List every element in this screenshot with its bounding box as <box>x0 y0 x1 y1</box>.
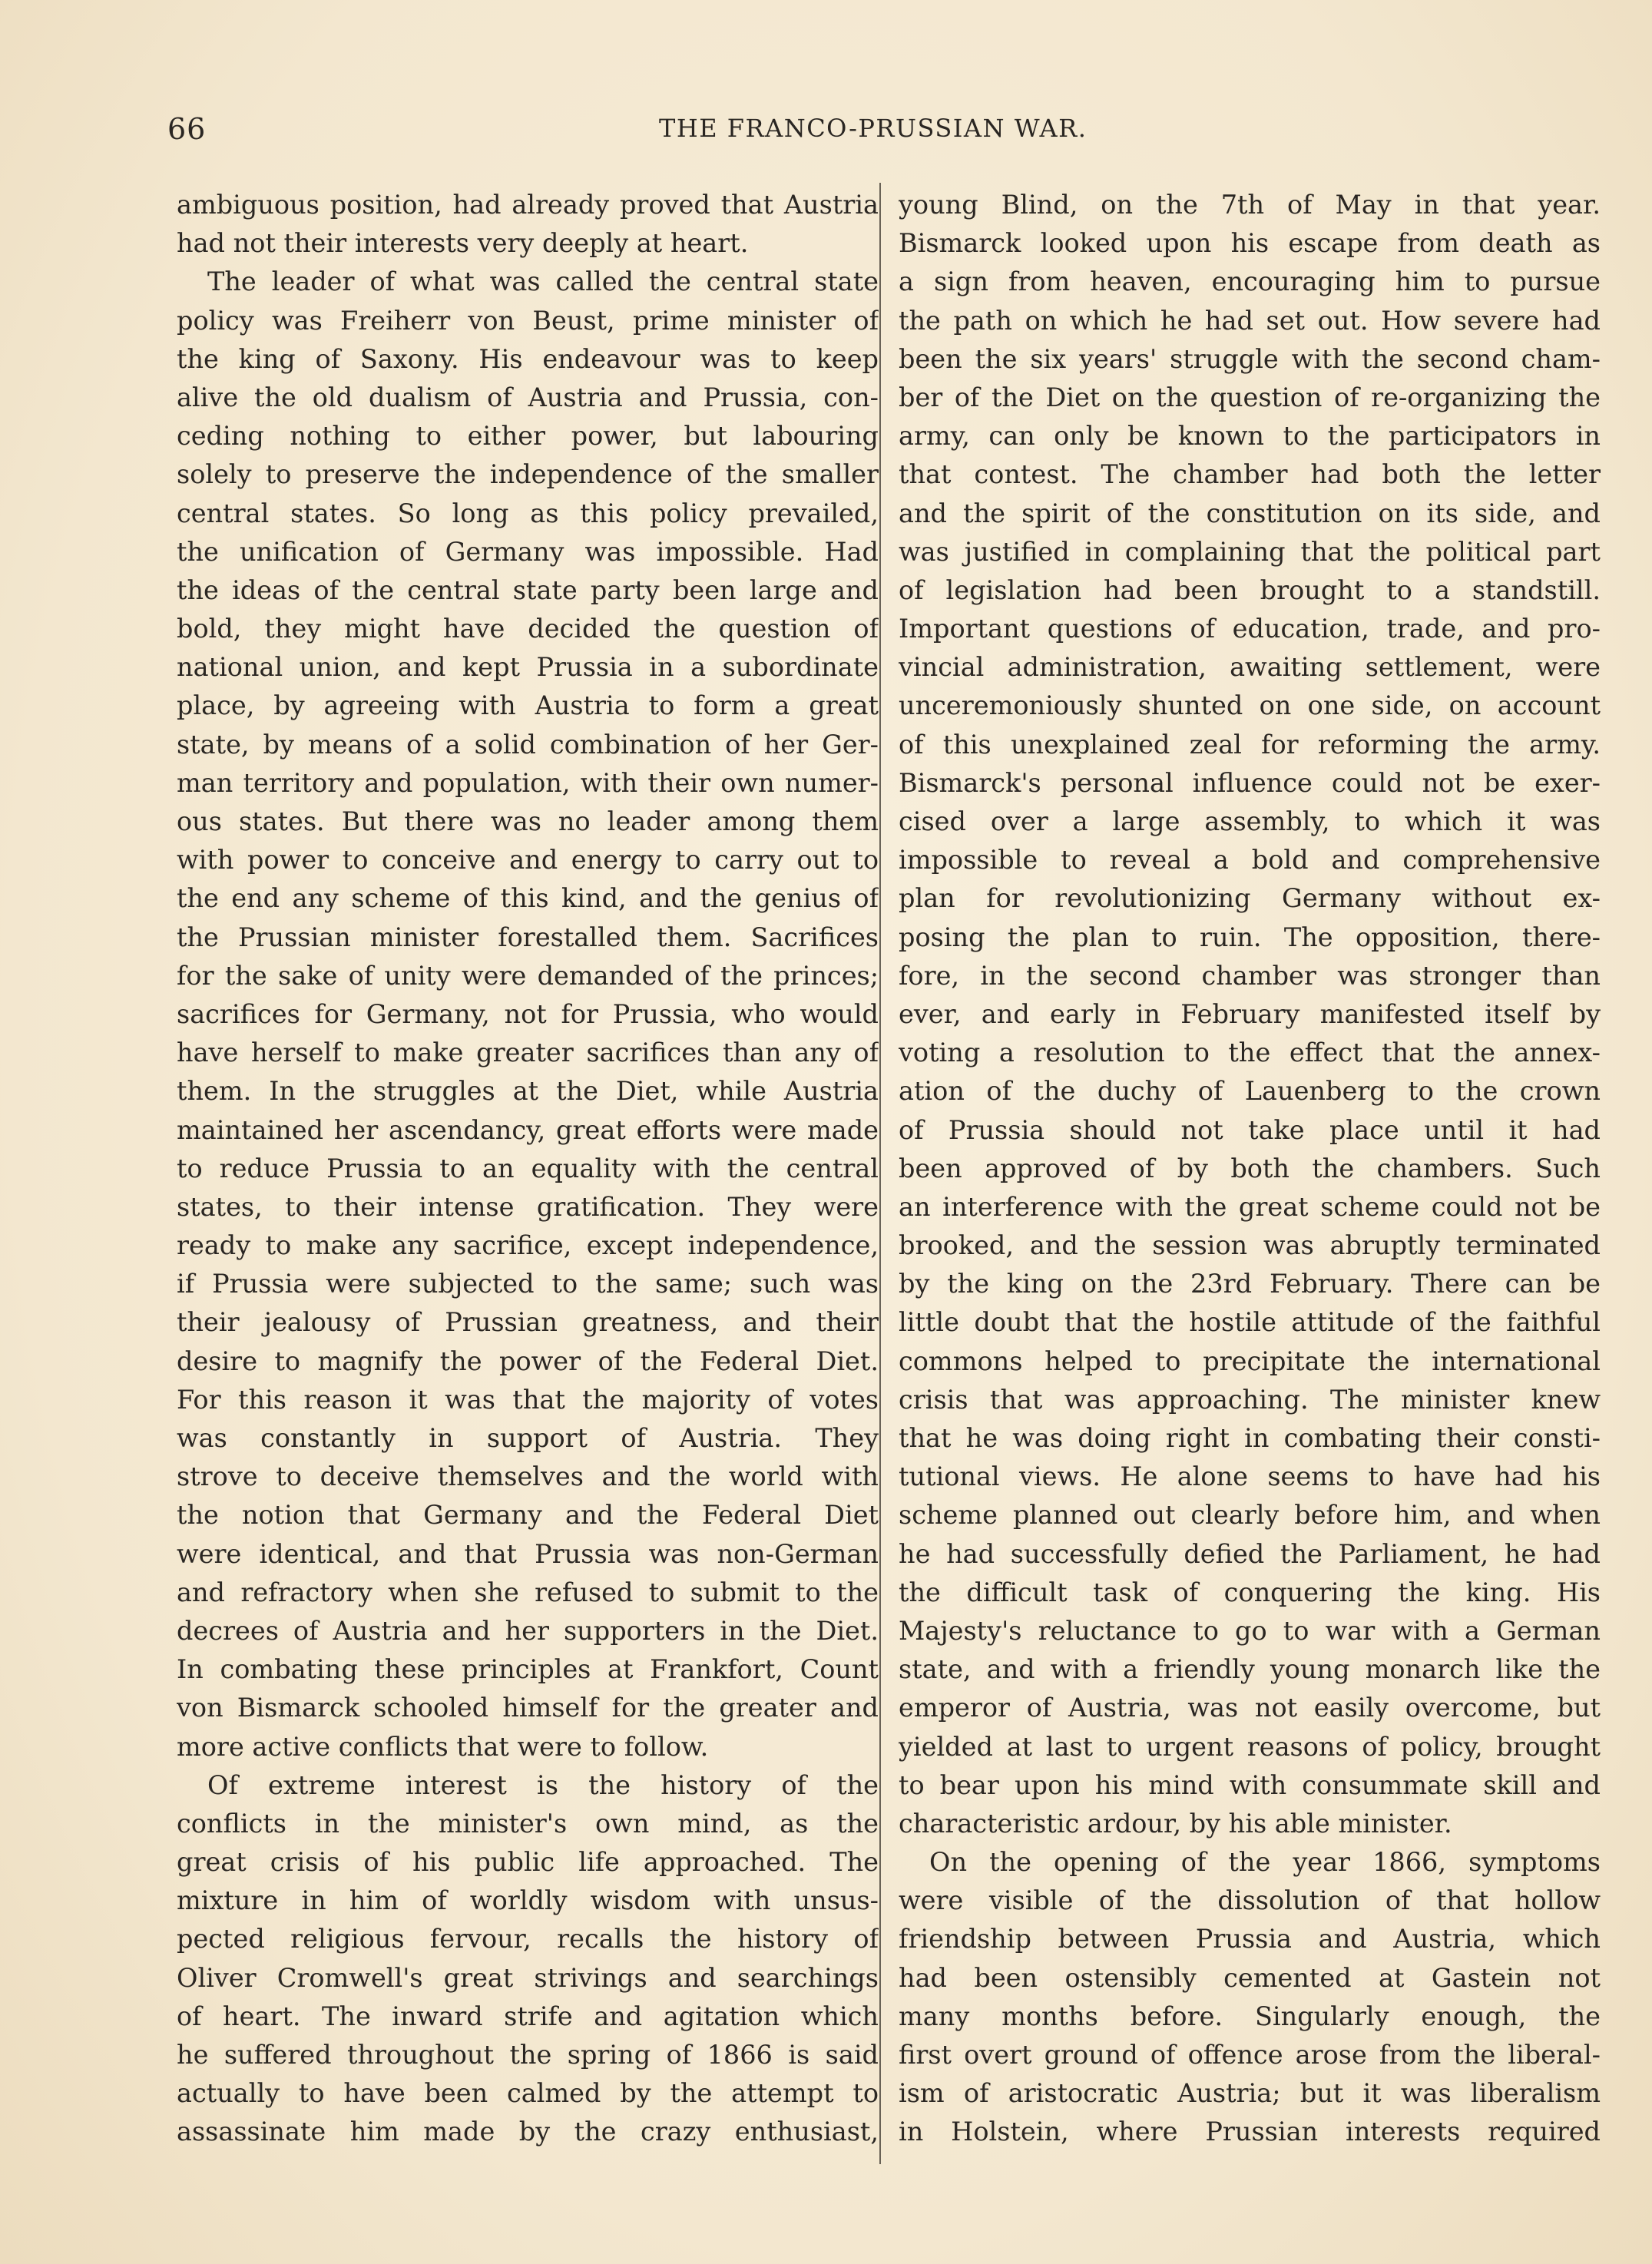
text-line: little doubt that the hostile attitude of the faithful <box>899 1307 1601 1338</box>
running-title: THE FRANCO-PRUSSIAN WAR. <box>659 114 1088 143</box>
text-line: had been ostensibly cemented at Gastein not <box>899 1962 1601 1993</box>
text-line: brooked, and the session was abruptly terminated <box>899 1230 1601 1261</box>
text-line: maintained her ascendancy, great efforts were made <box>177 1114 879 1145</box>
text-line: On the opening of the year 1866, symptoms <box>929 1847 1601 1878</box>
text-line: state, and with a friendly young monarch like the <box>899 1654 1601 1685</box>
text-line: sacrifices for Germany, not for Prussia, who would <box>177 998 879 1029</box>
text-line: with power to conceive and energy to carry out to <box>177 845 879 875</box>
text-line: scheme planned out clearly before him, and when <box>899 1500 1601 1531</box>
text-line: assassinate him made by the crazy enthusiast, <box>177 2117 879 2147</box>
text-line: voting a resolution to the effect that the annex- <box>899 1038 1601 1068</box>
text-line: impossible to reveal a bold and comprehensive <box>899 845 1601 875</box>
text-line: ceding nothing to either power, but labouring <box>177 421 879 452</box>
text-line: von Bismarck schooled himself for the greater and <box>177 1693 879 1723</box>
text-line: and refractory when she refused to submit to the <box>177 1577 879 1607</box>
text-line: central states. So long as this policy prevailed, <box>177 498 879 528</box>
text-line: cised over a large assembly, to which it was <box>899 806 1601 836</box>
text-line: was justified in complaining that the political part <box>899 536 1601 567</box>
text-line: many months before. Singularly enough, the <box>899 2001 1601 2031</box>
text-line: and the spirit of the constitution on its side, and <box>899 498 1601 528</box>
text-line: friendship between Prussia and Austria, which <box>899 1924 1601 1955</box>
text-line: an interference with the great scheme could not be <box>899 1191 1601 1222</box>
text-line: bold, they might have decided the question of <box>177 614 879 644</box>
text-line: them. In the struggles at the Diet, while Austria <box>177 1076 879 1107</box>
page-header <box>167 112 1590 158</box>
text-line: plan for revolutionizing Germany without ex- <box>899 883 1601 914</box>
text-line: posing the plan to ruin. The opposition, there- <box>899 922 1601 952</box>
text-line: Important questions of education, trade, and pro- <box>899 614 1601 644</box>
text-line: alive the old dualism of Austria and Prussia, con- <box>177 382 879 412</box>
text-line: had not their interests very deeply at heart. <box>177 228 749 259</box>
column-divider <box>879 183 881 2164</box>
text-line: emperor of Austria, was not easily overcome, but <box>899 1693 1601 1723</box>
text-line: if Prussia were subjected to the same; such was <box>177 1269 879 1299</box>
text-line: great crisis of his public life approached. The <box>177 1847 879 1878</box>
text-line: ambiguous position, had already proved that Austria <box>177 190 879 220</box>
text-line: desire to magnify the power of the Federal Diet. <box>177 1345 879 1376</box>
text-line: The leader of what was called the central state <box>207 266 879 297</box>
text-line: army, can only be known to the participators in <box>899 421 1601 452</box>
text-line: fore, in the second chamber was stronger than <box>899 960 1601 991</box>
text-line: actually to have been calmed by the attempt to <box>177 2078 879 2109</box>
text-line: to reduce Prussia to an equality with the central <box>177 1153 879 1183</box>
text-line: in Holstein, where Prussian interests required <box>899 2117 1601 2147</box>
text-line: were visible of the dissolution of that hollow <box>899 1885 1601 1916</box>
text-line: the ideas of the central state party been large and <box>177 574 879 605</box>
page-number: 66 <box>167 112 207 146</box>
text-line: the end any scheme of this kind, and the genius of <box>177 883 879 914</box>
text-line: mixture in him of worldly wisdom with unsus- <box>177 1885 879 1916</box>
text-line: pected religious fervour, recalls the history of <box>177 1924 879 1955</box>
text-line: a sign from heaven, encouraging him to pursue <box>899 266 1601 297</box>
text-line: ism of aristocratic Austria; but it was liberalism <box>899 2078 1601 2109</box>
text-line: to bear upon his mind with consummate skill and <box>899 1769 1601 1800</box>
text-line: vincial administration, awaiting settlement, were <box>899 652 1601 683</box>
text-line: characteristic ardour, by his able minister. <box>899 1808 1452 1839</box>
left-column <box>177 186 879 2152</box>
text-line: that he was doing right in combating their consti- <box>899 1423 1601 1453</box>
text-line: Bismarck's personal influence could not be exer- <box>899 767 1601 798</box>
text-line: of legislation had been brought to a standstill. <box>899 574 1601 605</box>
text-line: Oliver Cromwell's great strivings and searchings <box>177 1962 879 1993</box>
text-line: of heart. The inward strife and agitation which <box>177 2001 879 2031</box>
text-line: the path on which he had set out. How severe had <box>899 305 1601 336</box>
text-line: were identical, and that Prussia was non-German <box>177 1538 879 1569</box>
text-line: first overt ground of offence arose from the liberal- <box>899 2040 1601 2070</box>
text-line: Bismarck looked upon his escape from death as <box>899 228 1601 259</box>
text-line: states, to their intense gratification. They were <box>177 1191 879 1222</box>
text-line: Majesty's reluctance to go to war with a German <box>899 1615 1601 1646</box>
text-line: decrees of Austria and her supporters in the Diet. <box>177 1615 879 1646</box>
text-line: policy was Freiherr von Beust, prime minister of <box>177 305 879 336</box>
text-line: of Prussia should not take place until it had <box>899 1114 1601 1145</box>
text-line: commons helped to precipitate the international <box>899 1345 1601 1376</box>
text-line: place, by agreeing with Austria to form a great <box>177 690 879 721</box>
text-line: man territory and population, with their own numer- <box>177 767 879 798</box>
text-line: more active conflicts that were to follow. <box>177 1731 709 1762</box>
text-line: strove to deceive themselves and the world with <box>177 1461 879 1492</box>
text-line: ber of the Diet on the question of re-organizing the <box>899 382 1601 412</box>
text-line: state, by means of a solid combination of her Ger- <box>177 729 879 760</box>
text-line: unceremoniously shunted on one side, on account <box>899 690 1601 721</box>
text-line: the Prussian minister forestalled them. Sacrifices <box>177 922 879 952</box>
text-line: ready to make any sacrifice, except independence, <box>177 1230 879 1261</box>
right-column <box>899 186 1601 2152</box>
text-line: ous states. But there was no leader among them <box>177 806 879 836</box>
text-line: ation of the duchy of Lauenberg to the crown <box>899 1076 1601 1107</box>
text-line: the notion that Germany and the Federal Diet <box>177 1500 879 1531</box>
text-line: by the king on the 23rd February. There can be <box>899 1269 1601 1299</box>
text-line: that contest. The chamber had both the letter <box>899 459 1601 490</box>
text-line: solely to preserve the independence of the smaller <box>177 459 879 490</box>
text-line: In combating these principles at Frankfort, Count <box>177 1654 879 1685</box>
text-line: have herself to make greater sacrifices than any of <box>177 1038 879 1068</box>
text-line: Of extreme interest is the history of the <box>207 1769 879 1800</box>
text-line: crisis that was approaching. The minister knew <box>899 1384 1601 1415</box>
text-line: young Blind, on the 7th of May in that year. <box>899 190 1601 220</box>
text-line: their jealousy of Prussian greatness, and their <box>177 1307 879 1338</box>
text-line: conflicts in the minister's own mind, as the <box>177 1808 879 1839</box>
text-line: ever, and early in February manifested itself by <box>899 998 1601 1029</box>
text-line: national union, and kept Prussia in a subordinate <box>177 652 879 683</box>
text-line: the difficult task of conquering the king. His <box>899 1577 1601 1607</box>
text-line: of this unexplained zeal for reforming the army. <box>899 729 1601 760</box>
text-line: he suffered throughout the spring of 1866 is said <box>177 2040 879 2070</box>
text-line: for the sake of unity were demanded of the princes; <box>177 960 879 991</box>
text-line: the unification of Germany was impossible. Had <box>177 536 879 567</box>
text-line: been the six years' struggle with the second cham- <box>899 343 1601 374</box>
text-line: was constantly in support of Austria. They <box>177 1423 879 1453</box>
text-line: tutional views. He alone seems to have had his <box>899 1461 1601 1492</box>
text-line: For this reason it was that the majority of votes <box>177 1384 879 1415</box>
text-line: he had successfully defied the Parliament, he had <box>899 1538 1601 1569</box>
text-line: the king of Saxony. His endeavour was to keep <box>177 343 879 374</box>
text-line: yielded at last to urgent reasons of policy, brought <box>899 1731 1601 1762</box>
text-line: been approved of by both the chambers. Such <box>899 1153 1601 1183</box>
